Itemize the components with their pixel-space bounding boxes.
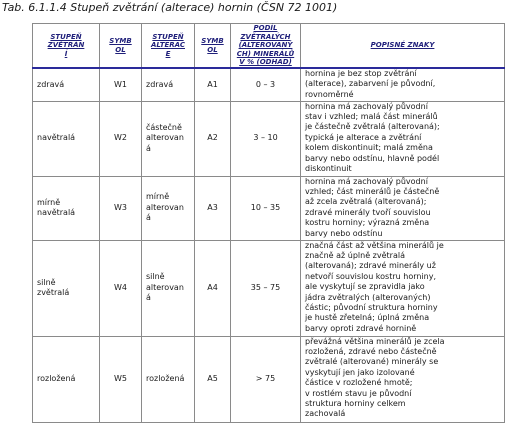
table-row [33,101,505,176]
header-symbol-w [100,24,142,69]
cell-line: v rostlém stavu je původní [305,388,412,398]
cell-line: převážná většina minerálů je zcela [305,336,445,346]
cell-line: silně [146,272,165,282]
header-line: STUPEŇ [50,32,82,41]
cell-line: mírně [37,197,61,207]
cell-line: zdravá [37,79,65,89]
cell-symbol-a: A5 [195,336,231,422]
header-line: ALTERAC [150,41,185,50]
cell-line: rozložená, zdravé nebo částečně [305,346,437,356]
cell-line: je částečně zvětralá (alterovaná); [305,122,440,132]
cell-podil: > 75 [231,336,301,422]
cell-line: á [146,213,151,223]
cell-line: ale vyskytují se zpravidla jako [305,282,425,292]
header-line: (ALTEROVANÝ [238,41,293,50]
cell-stupen-alterace [142,101,195,176]
table-body [33,68,505,422]
cell-line: á [146,293,151,303]
cell-popis [301,101,505,176]
cell-line: alterovan [146,133,184,143]
header-popis [301,24,505,69]
header-line: ZVĚTRALÝCH [240,32,291,41]
table-row [33,176,505,240]
cell-line: rozložená [146,373,185,383]
cell-line: jádra zvětralých (alterovaných) [305,292,431,302]
cell-popis [301,336,505,422]
cell-line: značná část až většina minerálů je [305,240,444,250]
header-line: Í [64,49,68,58]
cell-line: navětralá [37,133,76,143]
header-symbol-a [195,24,231,69]
cell-line: silně [37,277,56,287]
cell-line: zvětralá [37,288,70,297]
header-stupen-zvetrani [33,24,100,69]
table-row [33,240,505,336]
cell-line: až zcela zvětralá (alterovaná); [305,197,427,207]
cell-line: zachovalá [305,409,346,419]
header-line: PODÍL [253,24,278,33]
cell-popis [301,240,505,336]
table-row [33,68,505,101]
cell-popis [301,176,505,240]
cell-stupen-alterace [142,176,195,240]
cell-line: (alterovaná); zdravé minerály už [305,261,436,271]
cell-line: kolem diskontinuit; malá změna [305,143,433,153]
cell-line: hornina má zachovalý původní [305,176,428,186]
cell-symbol-a: A3 [195,176,231,240]
cell-stupen-alterace [142,68,195,101]
cell-line: (alterace), zabarvení je původní, [305,79,436,89]
table-header-row [33,24,505,69]
cell-podil: 0 – 3 [231,68,301,101]
cell-symbol-a: A1 [195,68,231,101]
cell-line: rozložená [37,373,76,383]
cell-line: netvoří souvislou kostru horniny, [305,271,437,281]
cell-podil: 35 – 75 [231,240,301,336]
cell-podil: 10 – 35 [231,176,301,240]
header-line: OL [115,45,126,54]
cell-line: zdravé minerály tvoří souvislou [305,207,431,217]
cell-line: značně až úplně zvětralá [305,250,405,260]
cell-line: stav i vzhled; malá část minerálů [305,111,438,121]
cell-stupen-alterace [142,336,195,422]
cell-line: kostru horniny; výrazná změna [305,218,430,228]
cell-stupen-zvetrani [33,240,100,336]
cell-symbol-a: A2 [195,101,231,176]
header-line: CH) MINERÁLŮ [236,49,295,58]
cell-line: rovnoměrné [305,89,354,99]
cell-popis [301,68,505,101]
cell-line: vzhled; část minerálů je částečně [305,186,440,196]
cell-symbol-w: W5 [100,336,142,422]
header-line: SYMB [201,37,224,46]
header-line: SYMB [109,37,132,46]
table-row [33,336,505,422]
cell-stupen-zvetrani [33,336,100,422]
cell-line: á [146,143,151,153]
cell-line: alterovan [146,202,184,212]
cell-line: hornina má zachovalý původní [305,101,428,111]
cell-line: barvy nebo odstínu, hlavně podél [305,153,440,163]
cell-stupen-zvetrani [33,176,100,240]
header-line: ZVĚTRÁN [47,41,85,50]
cell-line: částic; původní struktura horniny [305,302,438,312]
cell-line: částečně [146,122,182,132]
header-line: V % (ODHAD) [239,58,292,67]
header-line: STUPEŇ [152,32,184,41]
header-stupen-alterace [142,24,195,69]
cell-line: je hustě zřetelná; úplná změna [305,313,430,323]
cell-line: typická je alterace a zvětrání [305,132,422,142]
cell-line: částice v rozložené hmotě; [305,378,413,388]
cell-line: barvy oproti zdravé hornině [305,323,417,333]
cell-stupen-zvetrani [33,68,100,101]
cell-stupen-zvetrani [33,101,100,176]
cell-line: hornina je bez stop zvětrání [305,69,417,78]
cell-line: zvětralé (alterované) minerály se [305,357,439,367]
table-caption: Tab. 6.1.1.4 Stupeň zvětrání (alterace) hornin (ČSN 72 1001) [2,1,338,14]
cell-symbol-w: W2 [100,101,142,176]
cell-podil: 3 – 10 [231,101,301,176]
cell-line: barvy nebo odstínu [305,228,383,238]
header-podil [231,24,301,69]
cell-line: zdravá [146,79,174,89]
header-line: OL [207,45,218,54]
cell-line: diskontinuit [305,163,352,173]
cell-line: vyskytují jen jako izolované [305,367,415,377]
cell-line: alterovan [146,282,184,292]
cell-symbol-w: W4 [100,240,142,336]
weathering-table [32,23,505,423]
header-line: POPISNÉ ZNAKY [370,41,435,50]
cell-line: struktura horniny celkem [305,398,406,408]
cell-symbol-w: W1 [100,68,142,101]
header-line: E [165,49,171,58]
cell-symbol-w: W3 [100,176,142,240]
cell-line: navětralá [37,208,76,217]
cell-line: mírně [146,192,170,202]
cell-stupen-alterace [142,240,195,336]
cell-symbol-a: A4 [195,240,231,336]
